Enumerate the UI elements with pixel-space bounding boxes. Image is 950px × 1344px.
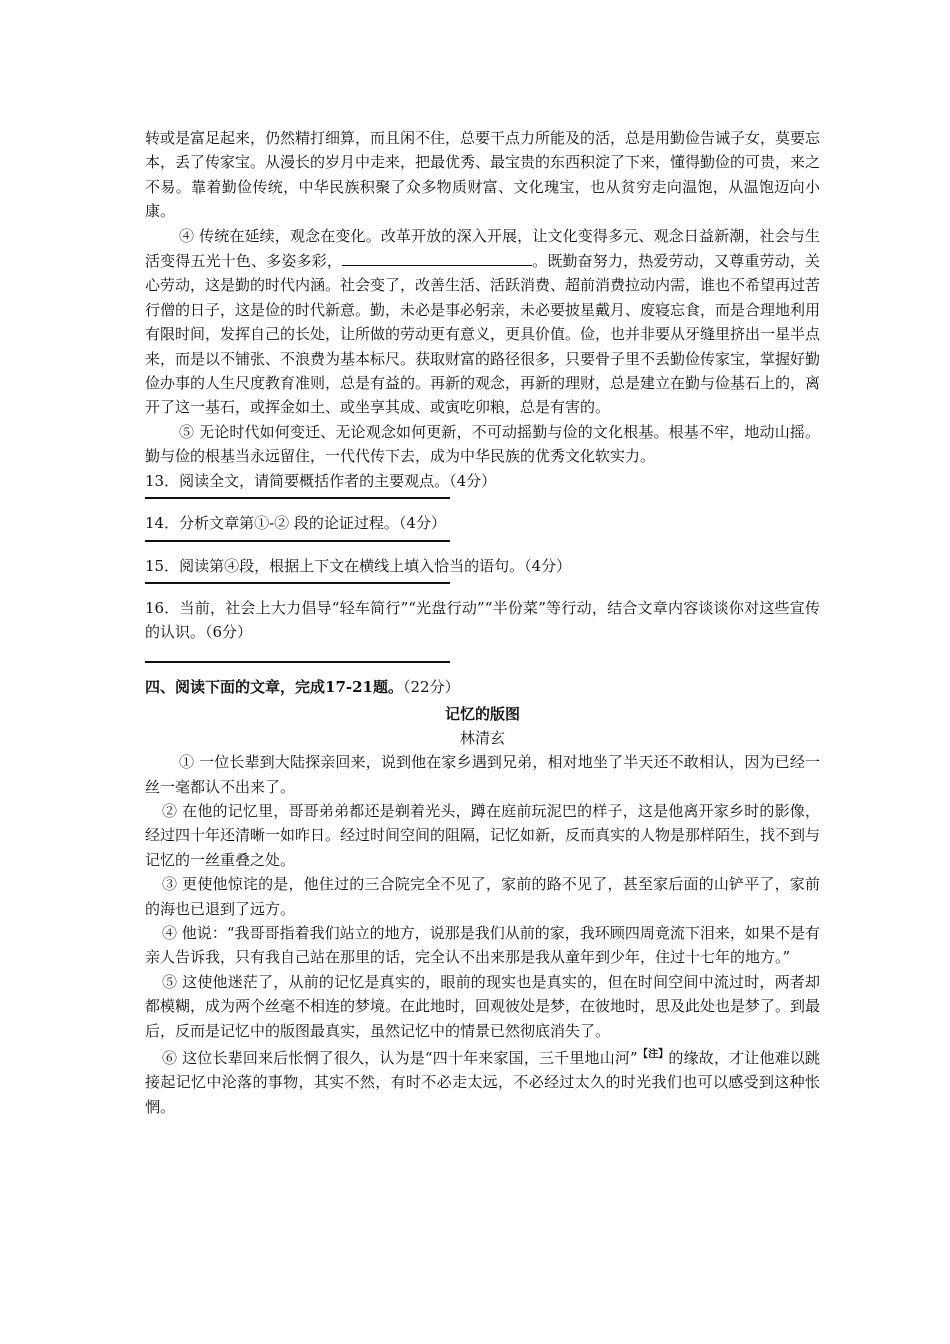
answer-line-13[interactable] [145, 497, 450, 499]
essay2-paragraph-4: ④ 他说：“我哥哥指着我们站立的地方，说那是我们从前的家，我环顾四周竟流下泪来，如果不是有亲人告诉我，只有我自己站在那里的话，完全认不出来那是我从童年到少年，住过十七年的地方。” [145, 923, 820, 967]
essay1-paragraph-4 [145, 224, 820, 420]
question-13: 13．阅读全文，请简要概括作者的主要观点。（4分） [145, 471, 497, 490]
answer-line-14[interactable] [145, 540, 450, 542]
section-4-heading-text: 四、阅读下面的文章，完成17-21题。 [145, 677, 403, 696]
essay2-p6-text-before: ⑥ 这位长辈回来后怅惘了很久，认为是“四十年来家国，三千里地山河” [162, 1049, 638, 1067]
section-4-heading [145, 675, 820, 699]
essay2-paragraph-1: ① 一位长辈到大陆探亲回来，说到他在家乡遇到兄弟，相对地坐了半天还不敢相认，因为已经一丝一毫都认不出来了。 [145, 753, 820, 796]
answer-line-15[interactable] [145, 582, 450, 584]
exam-page [145, 126, 820, 1119]
essay1-paragraph-5: ⑤ 无论时代如何变迁、无论观念如何更新，不可动摇勤与俭的文化根基。根基不牢，地动山摇。勤与俭的根基当永远留住，一代代传下去，成为中华民族的优秀文化软实力。 [145, 422, 820, 466]
essay2-paragraph-3: ③ 更使他惊诧的是，他住过的三合院完全不见了，家前的路不见了，甚至家后面的山铲平了，家前的海也已退到了远方。 [145, 875, 820, 918]
essay2-title: 记忆的版图 [444, 705, 520, 724]
essay1-p4-text-after: 。既勤奋努力，热爱劳动，又尊重劳动，关心劳动，这是勤的时代内涵。社会变了，改善生活、活跃消费、超前消费拉动内需，谁也不希望再过苦行僧的日子，这是俭的时代新意。勤，未必是事必躬亲，未必要披星戴月、废寝忘食，而是合理地利用有限时间，发挥自己的长处，让所做的劳动更有意义，更具价值。俭，也并非要从牙缝里挤出一星半点来，而是以不铺张、不浪费为基本标尺。获取财富的路径很多，只要骨子里不丢勤俭传家宝，掌握好勤俭办事的人生尺度教育准则，总是有益的。再新的观念，再新的理财，总是建立在勤与俭基石上的，离开了这一基石，或挥金如土、或坐享其成、或寅吃卯粮，总是有害的。 [145, 252, 821, 417]
essay2-paragraph-6 [145, 1043, 820, 1119]
question-15: 15．阅读第④段，根据上下文在横线上填入恰当的语句。（4分） [145, 556, 572, 575]
answer-line-16[interactable] [145, 661, 450, 663]
essay2-paragraph-5: ⑤ 这使他迷茫了，从前的记忆是真实的，眼前的现实也是真实的，但在时间空间中流过时，两者却都模糊，成为两个丝毫不相连的梦境。在此地时，回观彼处是梦，在彼地时，思及此处也是梦了。到最后，反而是记忆中的版图最真实，虽然记忆中的情景已然彻底消失了。 [145, 972, 821, 1040]
question-16: 16．当前，社会上大力倡导“轻车简行”“光盘行动”“半份菜”等行动，结合文章内容谈谈你对这些宣传的认识。（6分） [145, 598, 820, 642]
essay2-paragraph-2: ② 在他的记忆里，哥哥弟弟都还是剃着光头，蹲在庭前玩泥巴的样子，这是他离开家乡时的影像，经过四十年还清晰一如昨日。经过时间空间的阻隔，记忆如新，反而真实的人物是那样陌生，找不到与记忆的一丝重叠之处。 [145, 801, 821, 869]
section-4-score: （22分） [402, 677, 460, 696]
footnote-marker: 【注】 [637, 1049, 669, 1060]
essay1-p4-text-before: ④ 传统在延续，观念在变化。改革开放的深入开展，让文化变得多元、观念日益新潮，社会与生活变得五光十色、多姿多彩， [145, 226, 820, 271]
essay2-p6-text-after: 的缘故，才让他难以跳接起记忆中沦落的事物，其实不然，有时不必走太远，不必经过太久的时光我们也可以感受到这种怅惘。 [145, 1049, 820, 1116]
essay2-author: 林清玄 [459, 729, 505, 748]
question-14: 14．分析文章第①-② 段的论证过程。（4分） [145, 514, 446, 533]
essay1-paragraph-3-continued: 转或是富足起来，仍然精打细算，而且闲不住，总要干点力所能及的活，总是用勤俭告诫子女，莫要忘本，丢了传家宝。从漫长的岁月中走来，把最优秀、最宝贵的东西积淀了下来，懂得勤俭的可贵，来之不易。靠着勤俭传统，中华民族积聚了众多物质财富、文化瑰宝，也从贫穷走向温饱，从温饱迈向小康。 [145, 129, 821, 221]
fill-in-blank[interactable] [342, 248, 532, 266]
